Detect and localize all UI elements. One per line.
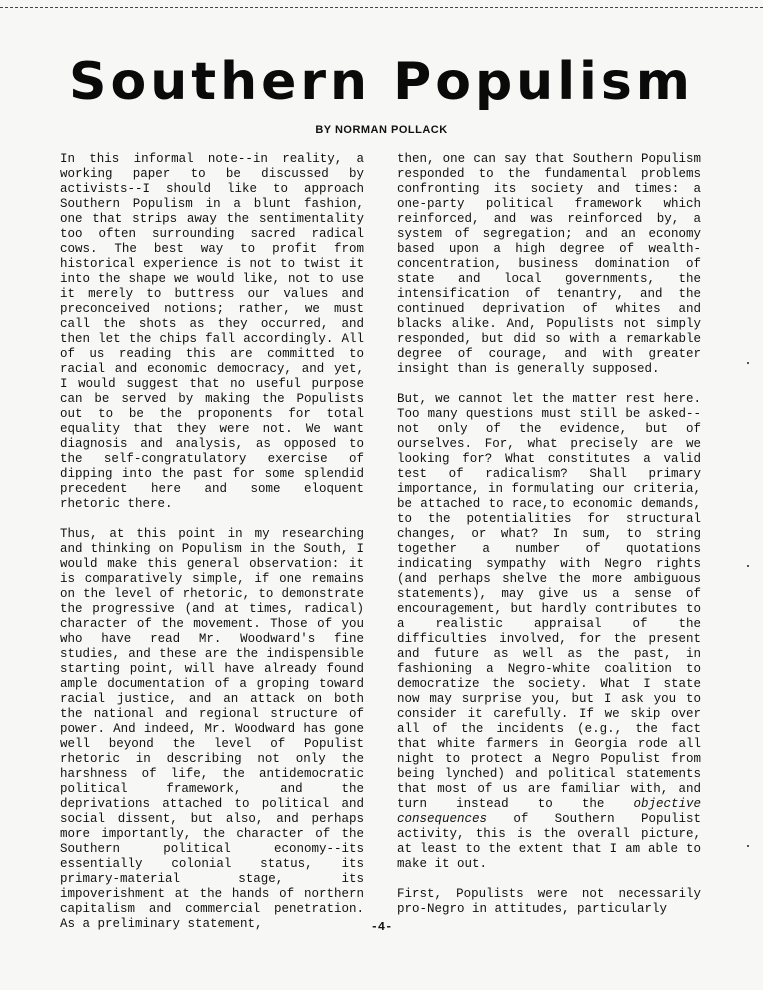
paragraph-text: But, we cannot let the matter rest here. Too many questions must still be asked--not only of the evidence, but of ourselves. For, what precisely are we looking for? What constitutes a valid test of radicalism? Shall primary importance, in formulating our criteria, be attached to race,to economic demands, to the potentialities for structural changes, or what? In sum, to string together a number of quotations indicating sympathy with Negro rights (and perhaps shelve the more ambiguous statements), may give us a sense of encouragement, but hardly contributes to a realistic appraisal of the difficulties involved, for the present and future as well as the past, in fashioning a Negro-white coalition to democratize the society. What I state now may surprise you, but I ask you to consider it carefully. If we skip over all of the incidents (e.g., the fact that white farmers in Georgia rode all night to protect a Negro Populist from being lynched) and political statements that most of us are familiar with, and turn instead to the	[397, 392, 701, 811]
article-title: Southern Populism	[69, 52, 694, 112]
paragraph	[397, 392, 701, 872]
paragraph-text: of Southern Populist activity, this is the overall picture, at least to the extent that I am able to make it out.	[397, 812, 701, 871]
paragraph: In this informal note--in reality, a working paper to be discussed by activists--I should like to approach Southern Populism in a blunt fashion, one that strips away the sentimentality too often surrounding sacred radical cows. The best way to profit from historical experience is not to twist it into the shape we would like, not to use it merely to buttress our values and preconceived notions; rather, we must call the shots as they occurred, and then let the chips fall accordingly. All of us reading this are committed to racial and economic democracy, and yet, I would suggest that no useful purpose can be served by making the Populists out to be the proponents for total equality that they were not. We want diagnosis and analysis, as opposed to the self-congratulatory exercise of dipping into the past for some splendid precedent here and some eloquent rhetoric there.	[60, 152, 364, 511]
scan-speck	[747, 565, 749, 567]
paragraph: Thus, at this point in my researching and thinking on Populism in the South, I would make this general observation: it is comparatively simple, if one remains on the level of rhetoric, to demonstrate the progressive (and at times, radical) character of the movement. Those of you who have read Mr. Woodward's fine studies, and these are the indispensible starting point, will have already found ample documentation of a groping toward racial justice, and an attack on both the national and regional structure of power. And indeed, Mr. Woodward has gone well beyond the level of Populist rhetoric in describing not only the harshness of life, the antidemocratic political framework, and the deprivations attached to political and social dissent, but also, and perhaps more importantly, the character of the Southern political economy--its essentially colonial status, its primary-material stage, its impoverishment at the hands of northern capitalism and commercial penetration. As a preliminary statement,	[60, 527, 364, 931]
left-column	[60, 152, 364, 947]
paragraph: First, Populists were not necessarily pro-Negro in attitudes, particularly	[397, 887, 701, 916]
paragraph: then, one can say that Southern Populism responded to the fundamental problems confronting its society and times: a one-party political framework which reinforced, and was reinforced by, a system of segregation; and an economy based upon a high degree of wealth-concentration, business domination of state and local governments, the intensification of tenantry, and the continued deprivation of whites and blacks alike. And, Populists not simply responded, but did so with a remarkable degree of courage, and with greater insight than is generally supposed.	[397, 152, 701, 376]
right-column	[397, 152, 701, 932]
article-byline: BY NORMAN POLLACK	[315, 124, 448, 136]
page-number: -4-	[370, 920, 393, 934]
emphasis-text: objective consequences	[397, 797, 701, 826]
top-border-rule	[0, 0, 763, 8]
scan-speck	[747, 362, 749, 364]
scan-speck	[747, 845, 749, 847]
